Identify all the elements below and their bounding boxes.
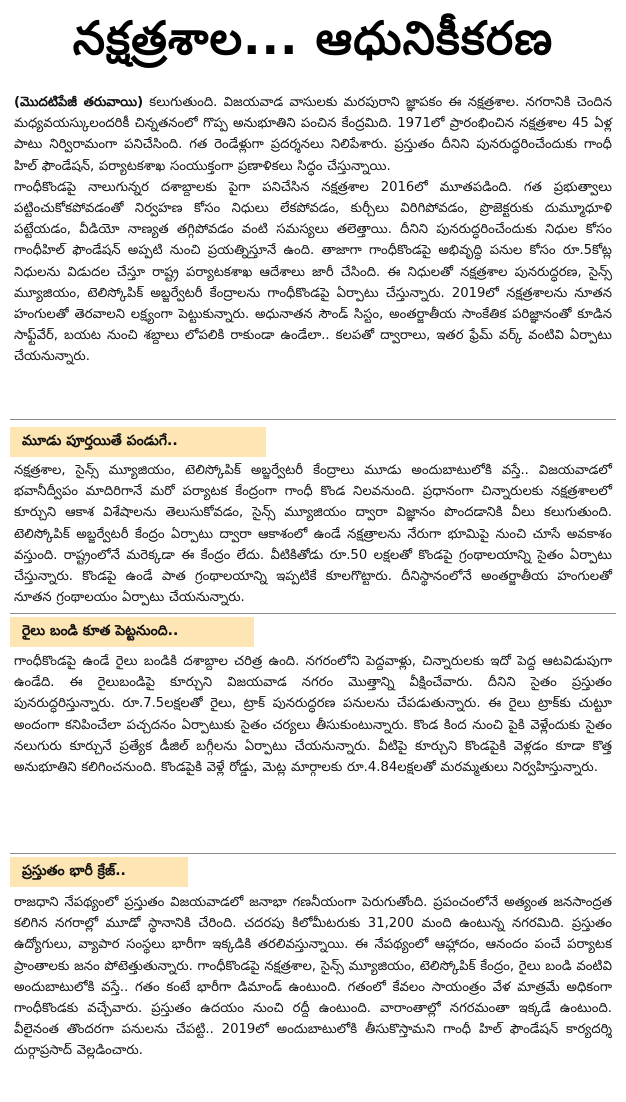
section-heading-1: మూడు పూర్తయితే పండుగే.. [10,427,266,457]
intro-paragraph-1 [14,92,612,177]
section-1-body [14,460,612,608]
section-heading-3: ప్రస్తుతం భారీ క్రేజ్.. [10,857,188,887]
article-headline: నక్షత్రశాల... ఆధునికీకరణ [72,11,554,65]
section-divider [10,419,616,420]
section-divider [10,853,616,854]
section-1-paragraph: నక్షత్రశాల, సైన్స్ మ్యూజియం, టెలిస్కోపిక్ అబ్జర్వేటరీ కేంద్రాలు మూడు అందుబాటులోకి వస్తే.. విజయవాడలో భవానీద్వీపం మాదిరిగానే మరో పర్యాటక కేంద్రంగా గాంధీ కొండ నిలవనుంది. ప్రధానంగా చిన్నారులకు నక్షత్రశాలలో కూర్చుని ఆకాశ విశేషాలను తెలుసుకోవడం, సైన్స్ మ్యూజియం ద్వారా విజ్ఞానం పొందడానికి వీలు కలుగుతుంది. టెలిస్కోపిక్ అబ్జర్వేటరీ కేంద్రం ఏర్పాటు ద్వారా ఆకాశంలో ఉండే నక్షత్రాలను నేరుగా భూమిపై నుంచి చూసే అవకాశం వస్తుంది. రాష్ట్రంలోనే మరెక్కడా ఈ కేంద్రం లేదు. వీటికితోడు రూ.50 లక్షలతో కొండపై గ్రంథాలయాన్ని సైతం ఏర్పాటు చేస్తున్నారు. కొండపై ఉండే పాత గ్రంథాలయాన్ని ఇప్పటికే కూలగొట్టారు. దీనిస్థానంలోనే అంతర్జాతీయ హంగులతో నూతన గ్రంథాలయం ఏర్పాటు చేయనున్నారు. [14,463,612,606]
section-divider [10,613,616,614]
section-2-body [14,651,612,778]
section-heading-2: రైలు బండి కూత పెట్టనుంది.. [10,617,254,647]
source-label: (మొదటిపేజీ తరువాయి) [14,95,144,110]
section-2-paragraph: గాంధీకొండపై ఉండే రైలు బండికి దశాబ్దాల చరిత్ర ఉంది. నగరంలోని పెద్దవాళ్లు, చిన్నారులకు ఇదో పెద్ద ఆటవిడుపుగా ఉండేది. ఈ రైలుబండిపై కూర్చుని విజయవాడ నగరం మొత్తాన్ని వీక్షించేవారు. దీనిని సైతం ప్రస్తుతం పునరుద్ధరిస్తున్నారు. రూ.7.5లక్షలతో రైలు, ట్రాక్ పునరుద్ధరణ పనులను చేపడుతున్నారు. ఈ రైలు ట్రాక్‌కు చుట్టూ అందంగా కనిపించేలా పచ్చదనం ఏర్పాటుకు సైతం చర్యలు తీసుకుంటున్నారు. కొండ కింద నుంచి పైకి వెళ్లేందుకు సైతం నలుగురు కూర్చునే ప్రత్యేక డీజిల్ బగ్గీలను ఏర్పాటు చేయనున్నారు. వీటిపై కూర్చుని కొండపైకి వెళ్లడం కూడా కొత్త అనుభూతిని కలిగించనుంది. కొండపైకి వెళ్లే రోడ్డు, మెట్ల మార్గాలకు రూ.4.84లక్షలతో మరమ్మతులు నిర్వహిస్తున్నారు. [14,654,612,776]
section-3-body [14,892,612,1062]
section-3-paragraph: రాజధాని నేపథ్యంలో ప్రస్తుతం విజయవాడలో జనాభా గణనీయంగా పెరుగుతోంది. ప్రపంచంలోనే అత్యంత జనసాంద్రత కలిగిన నగరాల్లో మూడో స్థానానికి చేరింది. చదరపు కిలోమీటరుకు 31,200 మంది ఉంటున్న నగరమిది. ప్రస్తుతం ఉద్యోగులు, వ్యాపార సంస్థలు భారీగా ఇక్కడికి తరలివస్తున్నాయి. ఈ నేపథ్యంలో ఆహ్లాదం, ఆనందం పంచే పర్యాటక ప్రాంతాలకు జనం పోటెత్తుతున్నారు. గాంధీకొండపై నక్షత్రశాల, సైన్స్ మ్యూజియం, టెలిస్కోపిక్ కేంద్రం, రైలు బండి వంటివి అందుబాటులోకి వస్తే.. గతం కంటే భారీగా డిమాండ్ ఉంటుంది. గతంలో కేవలం సాయంత్రం వేళ మాత్రమే అధికంగా గాంధీకొండకు వచ్చేవారు. ప్రస్తుతం ఉదయం నుంచి రద్దీ ఉంటుంది. వారాంతాల్లో నగరమంతా ఇక్కడే ఉంటుంది. వీలైనంత తొందరగా పనులను చేపట్టి.. 2019లో అందుబాటులోకి తీసుకొస్తామని గాంధీ హిల్ ఫౌండేషన్ కార్యదర్శి దుర్గాప్రసాద్ వెల్లడించారు. [14,895,612,1059]
intro-paragraph-2: గాంధీకొండపై నాలుగున్నర దశాబ్దాలకు పైగా పనిచేసిన నక్షత్రశాల 2016లో మూతపడింది. గత ప్రభుత్వాలు పట్టించుకోకపోవడంతో నిర్వహణ కోసం నిధులు లేకపోవడం, కుర్చీలు విరిగిపోవడం, ప్రొజెక్టరుకు దుమ్మూధూళి పట్టేయడం, వీడియో నాణ్యత తగ్గిపోవడం వంటి సమస్యలు తలెత్తాయి. దీనిని పునరుద్ధరించేందుకు నిధుల కోసం గాంధీహిల్ ఫౌండేషన్ అప్పటి నుంచి ప్రయత్నిస్తూనే ఉంది. తాజాగా గాంధీకొండపై అభివృద్ధి పనుల కోసం రూ.5కోట్ల నిధులను విడుదల చేస్తూ రాష్ట్ర పర్యాటకశాఖ ఆదేశాలు జారీ చేసింది. ఈ నిధులతో నక్షత్రశాల పునరుద్ధరణ, సైన్స్ మ్యూజియం, టెలిస్కోపిక్ అబ్జర్వేటరీ కేంద్రాలను గాంధీకొండపై ఏర్పాటు చేస్తున్నారు. 2019లో నక్షత్రశాలను నూతన హంగులతో తెరవాలని లక్ష్యంగా పెట్టుకున్నారు. అధునాతన సౌండ్ సిస్టం, అంతర్జాతీయ సాంకేతిక పరిజ్ఞానంతో కూడిన సాఫ్ట్‌వేర్, బయట నుంచి శబ్దాలు లోపలికి రాకుండా ఉండేలా.. కలపతో ద్వారాలు, ఇతర ఫ్రేమ్ వర్క్ వంటివి ఏర్పాటు చేయనున్నారు. [14,179,612,365]
intro-block [14,92,612,368]
intro-paragraph-1-text: కలుగుతుంది. విజయవాడ వాసులకు మరపురాని జ్ఞాపకం ఈ నక్షత్రశాల. నగరానికి చెందిన మధ్యవయస్కులందరికీ చిన్నతనంలో గొప్ప అనుభూతిని పంచిన కేంద్రమిది. 1971లో ప్రారంభించిన నక్షత్రశాల 45 ఏళ్ల పాటు నిర్విరామంగా పనిచేసింది. గత రెండేళ్లుగా ప్రదర్శనలు నిలిపేశారు. ప్రస్తుతం దీనిని పునరుద్ధరించేందుకు గాంధీ హిల్ ఫౌండేషన్, పర్యాటకశాఖ సంయుక్తంగా ప్రణాళికలు సిద్ధం చేస్తున్నాయి. [14,95,612,174]
